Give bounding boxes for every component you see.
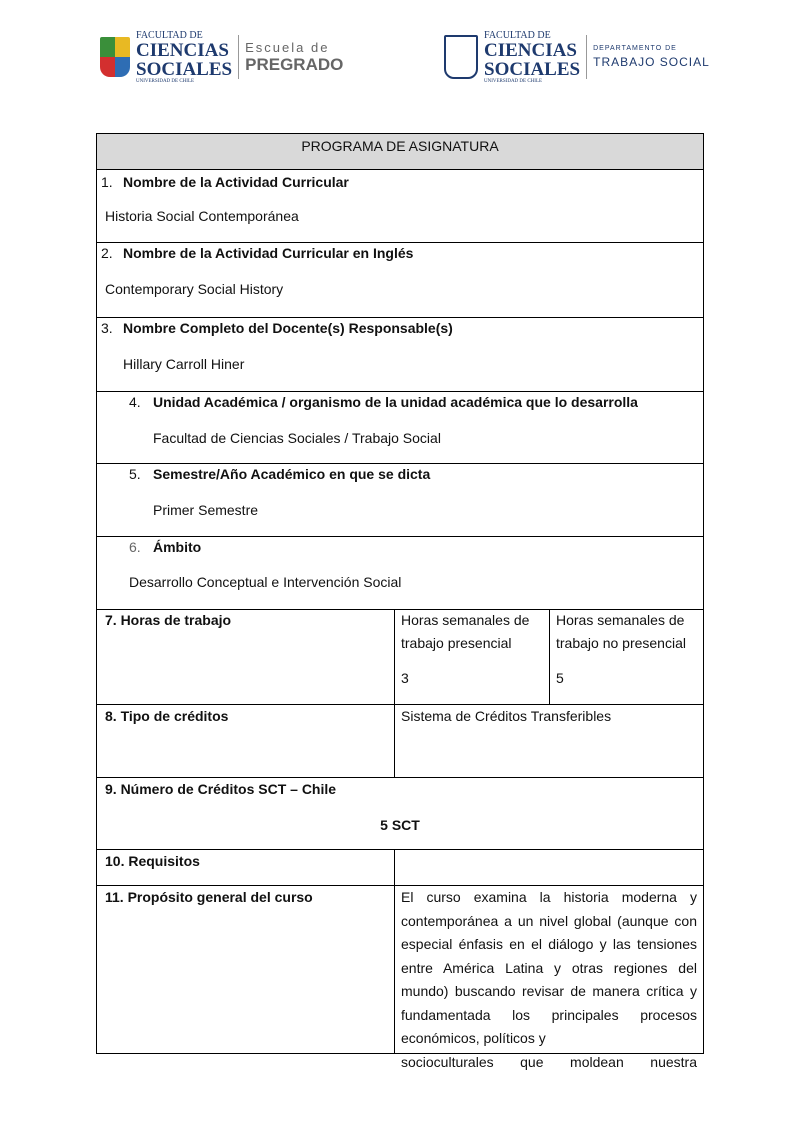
section-label: Unidad Académica / organismo de la unidad académica que lo desarrolla [153, 394, 638, 410]
presencial-label: Horas semanales de [401, 612, 530, 628]
section-row [96, 537, 704, 610]
section-number: 6. [129, 539, 141, 555]
purpose-line: entre América Latina y otras regiones del [401, 959, 697, 976]
presencial-label: trabajo presencial [401, 635, 512, 651]
purpose-line: contemporánea a un nivel global (aunque con [401, 912, 697, 929]
logo-escuela-pregrado [100, 26, 343, 88]
purpose-row [96, 886, 704, 1070]
no-presencial-value: 5 [556, 670, 564, 686]
section-number: 4. [129, 394, 141, 410]
logo-unit: PREGRADO [245, 54, 344, 74]
logo-unit: DEPARTAMENTO DE [593, 45, 677, 52]
hours-row [96, 610, 704, 705]
purpose-line: mundo) buscando revisar de manera crítica y [401, 983, 697, 999]
section-label: Nombre de la Actividad Curricular en Inglés [123, 245, 414, 261]
logo-text: CIENCIAS [484, 39, 577, 61]
no-presencial-cell [549, 610, 703, 704]
logo-unit: Escuela de [245, 39, 330, 55]
logo-text: UNIVERSIDAD DE CHILE [484, 78, 543, 84]
section-row [96, 392, 704, 464]
table-title: PROGRAMA DE ASIGNATURA [301, 138, 499, 154]
presencial-cell [394, 610, 549, 704]
credit-type-row [96, 705, 704, 778]
section-label: Ámbito [153, 539, 202, 555]
logo-text: FACULTAD DE [484, 29, 551, 41]
logo-text: SOCIALES [136, 58, 233, 80]
section-label: Nombre Completo del Docente(s) Responsable(s) [123, 320, 453, 336]
credits-value: 5 SCT [380, 817, 420, 833]
section-number: 1. [101, 174, 113, 190]
purpose-text [394, 886, 703, 1070]
credits-row [96, 778, 704, 850]
section-row [96, 243, 704, 318]
section-number: 2. [101, 245, 113, 261]
section-row [96, 464, 704, 537]
purpose-label: 11. Propósito general del curso [105, 889, 313, 905]
section-row [96, 170, 704, 243]
logo-text: SOCIALES [484, 58, 581, 80]
section-value: Desarrollo Conceptual e Intervención Social [129, 574, 402, 590]
presencial-value: 3 [401, 670, 409, 686]
faculty-shield-icon [100, 37, 130, 77]
credit-type-label: 8. Tipo de créditos [105, 708, 229, 724]
purpose-line: económicos, políticos y [401, 1030, 546, 1046]
logo-trabajo-social [444, 26, 710, 88]
section-number: 5. [129, 466, 141, 482]
section-value: Contemporary Social History [105, 281, 284, 297]
no-presencial-label: trabajo no presencial [556, 635, 686, 651]
credit-type-value: Sistema de Créditos Transferibles [401, 708, 612, 724]
section-number: 3. [101, 320, 113, 336]
logo-text: CIENCIAS [136, 39, 229, 61]
section-value: Primer Semestre [153, 502, 259, 518]
section-value: Hillary Carroll Hiner [123, 356, 245, 372]
section-label: Semestre/Año Académico en que se dicta [153, 466, 431, 482]
faculty-shield-icon [444, 35, 478, 79]
credits-label: 9. Número de Créditos SCT – Chile [105, 781, 337, 797]
purpose-line: especial énfasis en el diálogo y las tensiones [401, 936, 697, 952]
section-row [96, 318, 704, 392]
logo-unit: TRABAJO SOCIAL [593, 55, 710, 69]
purpose-line: socioculturales que moldean nuestra [401, 1053, 697, 1070]
requirements-row [96, 850, 704, 886]
requirements-value [394, 850, 703, 885]
no-presencial-label: Horas semanales de [556, 612, 685, 628]
section-value: Facultad de Ciencias Sociales / Trabajo Social [153, 430, 441, 446]
logo-text: UNIVERSIDAD DE CHILE [136, 78, 195, 84]
purpose-line: El curso examina la historia moderna y [401, 889, 697, 905]
logo-text: FACULTAD DE [136, 29, 203, 41]
hours-label: 7. Horas de trabajo [105, 612, 232, 628]
section-value: Historia Social Contemporánea [105, 208, 299, 224]
section-label: Nombre de la Actividad Curricular [123, 174, 349, 190]
table-title-row [96, 133, 704, 170]
purpose-line: fundamentada los principales procesos [401, 1006, 697, 1023]
requirements-label: 10. Requisitos [105, 853, 200, 869]
